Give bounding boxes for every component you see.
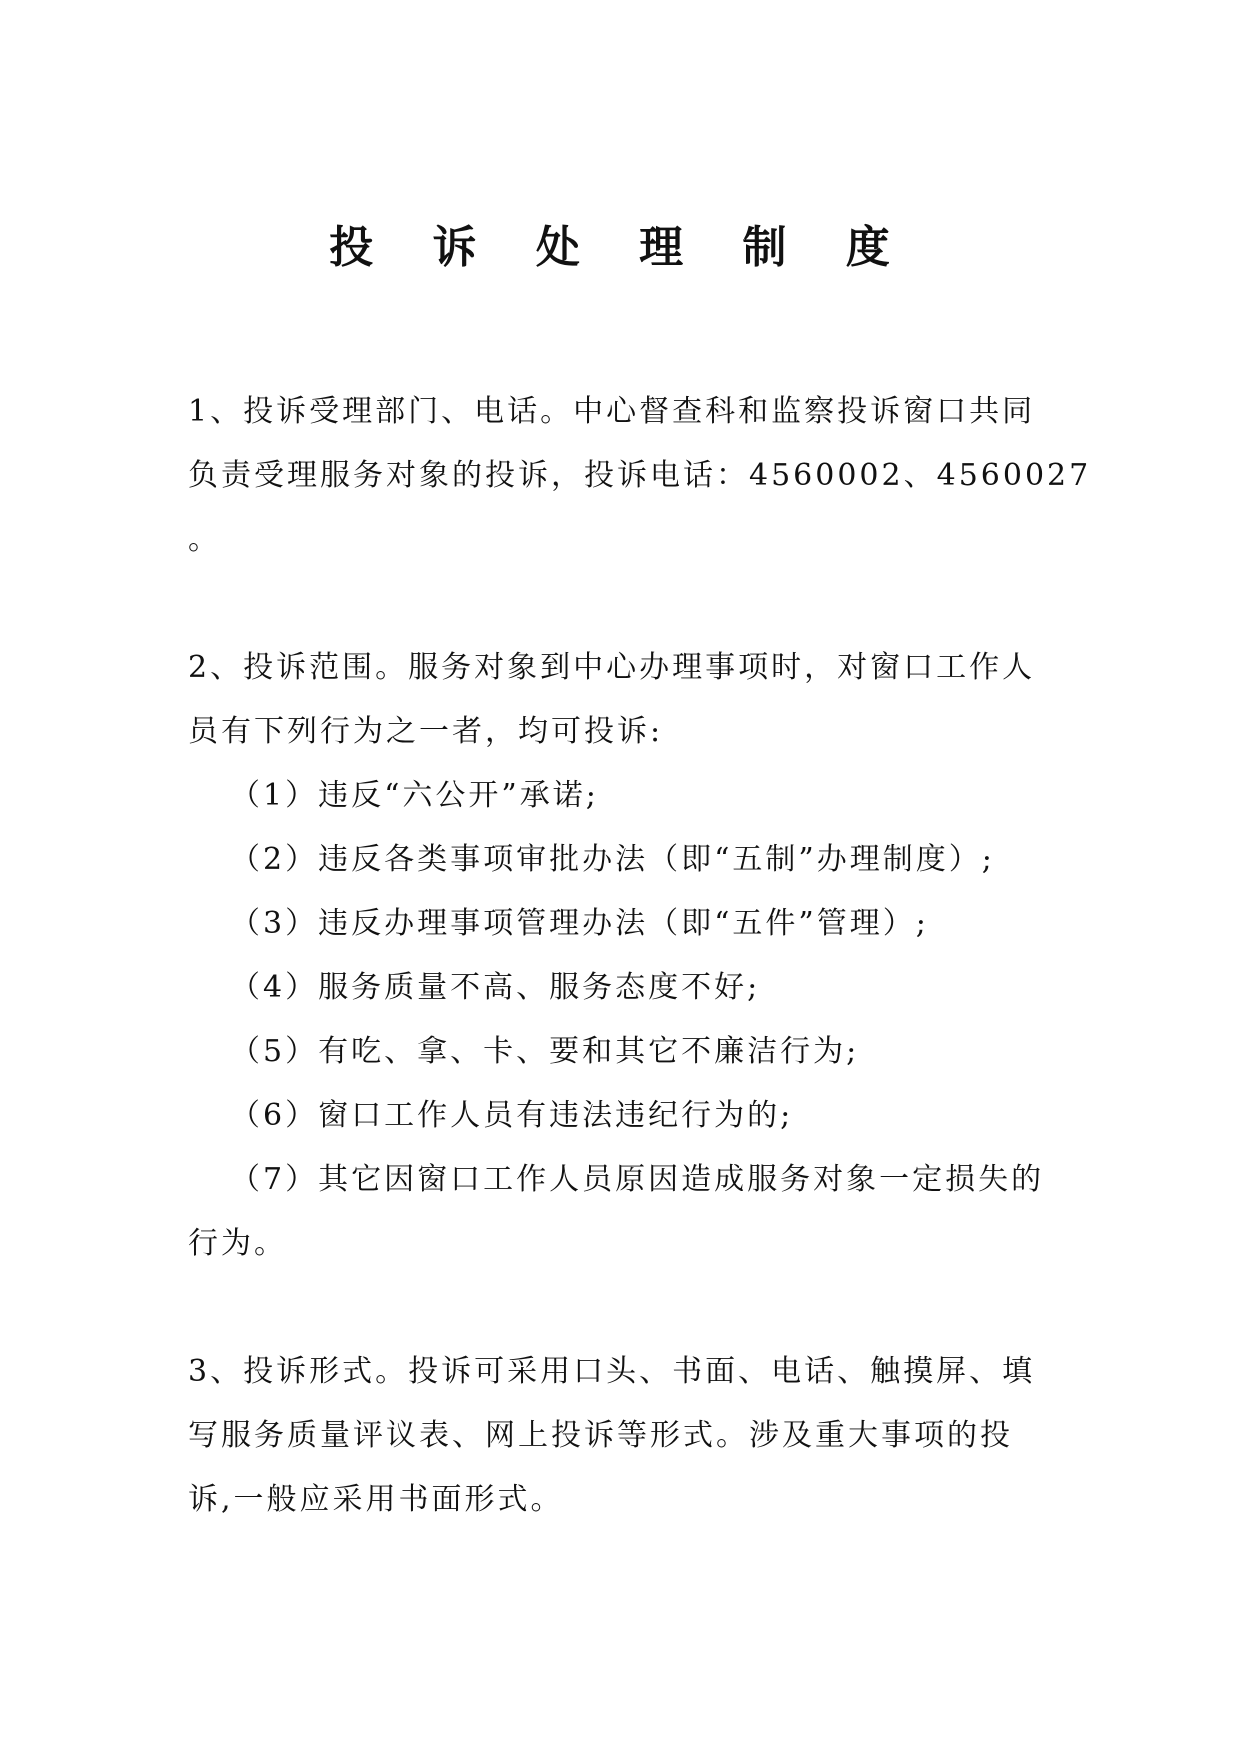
section2-item-5: （5）有吃、拿、卡、要和其它不廉洁行为; [230, 1034, 860, 1069]
section1-line3: 。 [188, 522, 221, 557]
section2-item-3: （3）违反办理事项管理办法（即“五件”管理）; [230, 906, 929, 941]
section1-line1: 1、投诉受理部门、电话。中心督查科和监察投诉窗口共同 [188, 394, 1036, 429]
section2-item-7-continued: 行为。 [188, 1226, 287, 1261]
section3-line2: 写服务质量评议表、网上投诉等形式。涉及重大事项的投 [188, 1418, 1013, 1453]
section2-item-2: （2）违反各类事项审批办法（即“五制”办理制度）; [230, 842, 995, 877]
section2-item-6: （6）窗口工作人员有违法违纪行为的; [230, 1098, 794, 1133]
section2-line2: 员有下列行为之一者，均可投诉: [188, 714, 664, 749]
section2-item-1: （1）违反“六公开”承诺; [230, 778, 599, 813]
section2-item-4: （4）服务质量不高、服务态度不好; [230, 970, 761, 1005]
document-title: 投 诉 处 理 制 度 [329, 222, 912, 273]
section2-line1: 2、投诉范围。服务对象到中心办理事项时，对窗口工作人 [188, 650, 1036, 685]
section1-line2: 负责受理服务对象的投诉，投诉电话：4560002、4560027 [188, 458, 1092, 493]
section2-item-7: （7）其它因窗口工作人员原因造成服务对象一定损失的 [230, 1162, 1045, 1197]
section3-line3: 诉,一般应采用书面形式。 [188, 1482, 564, 1517]
section3-line1: 3、投诉形式。投诉可采用口头、书面、电话、触摸屏、填 [188, 1354, 1036, 1389]
